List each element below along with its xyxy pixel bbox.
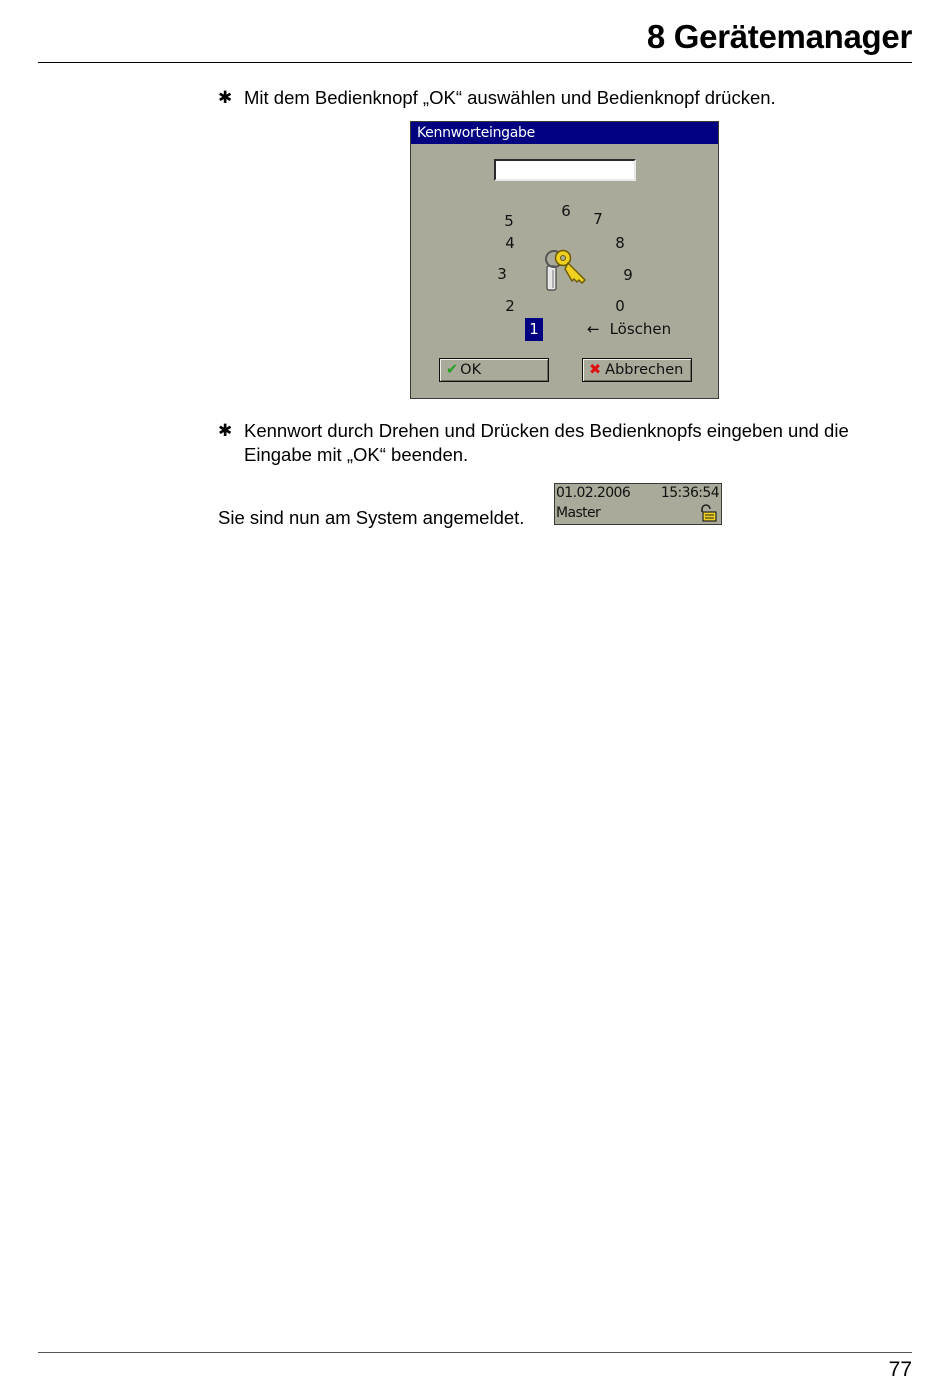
instruction-text: Mit dem Bedienknopf „OK“ auswählen und Bedienknopf drücken.	[244, 87, 776, 108]
digit-6[interactable]: 6	[561, 202, 571, 220]
dialog-title: Kennworteingabe	[411, 122, 718, 144]
instruction-text: Kennwort durch Drehen und Drücken des Bedienknopfs eingeben und die Eingabe mit „OK“ beenden.	[244, 420, 849, 465]
digit-0[interactable]: 0	[615, 297, 625, 315]
digit-9[interactable]: 9	[623, 266, 633, 284]
checkmark-icon: ✔	[446, 362, 459, 378]
instruction-step-1	[218, 86, 918, 110]
digit-2[interactable]: 2	[505, 297, 515, 315]
status-time: 15:36:54	[660, 485, 719, 501]
bullet-asterisk-icon: ✱	[218, 421, 233, 440]
status-panel	[554, 483, 722, 525]
close-x-icon: ✖	[589, 362, 602, 378]
status-date: 01.02.2006	[556, 485, 631, 501]
digit-4[interactable]: 4	[505, 234, 515, 252]
digit-1-selected[interactable]: 1	[525, 318, 543, 341]
header-rule	[38, 62, 912, 63]
bullet-asterisk-icon: ✱	[218, 88, 233, 107]
digit-5[interactable]: 5	[504, 212, 514, 230]
password-dialog	[410, 121, 719, 399]
delete-option[interactable]	[587, 320, 671, 338]
unlocked-padlock-icon	[698, 504, 718, 522]
ok-button[interactable]	[439, 358, 549, 382]
logged-in-text: Sie sind nun am System angemeldet.	[218, 507, 525, 528]
keys-icon	[541, 244, 593, 296]
instruction-step-2	[218, 419, 912, 467]
delete-label: Löschen	[609, 320, 672, 338]
digit-7[interactable]: 7	[593, 210, 603, 228]
digit-8[interactable]: 8	[615, 234, 625, 252]
status-user: Master	[556, 505, 601, 521]
cancel-button[interactable]	[582, 358, 692, 382]
page-number: 77	[888, 1358, 912, 1381]
digit-3[interactable]: 3	[497, 265, 507, 283]
password-input[interactable]	[494, 159, 636, 181]
page-header-title: 8 Gerätemanager	[646, 18, 912, 55]
ok-label: OK	[460, 362, 482, 378]
left-arrow-icon: ←	[587, 320, 600, 338]
cancel-label: Abbrechen	[605, 362, 684, 378]
footer-rule	[38, 1352, 912, 1353]
